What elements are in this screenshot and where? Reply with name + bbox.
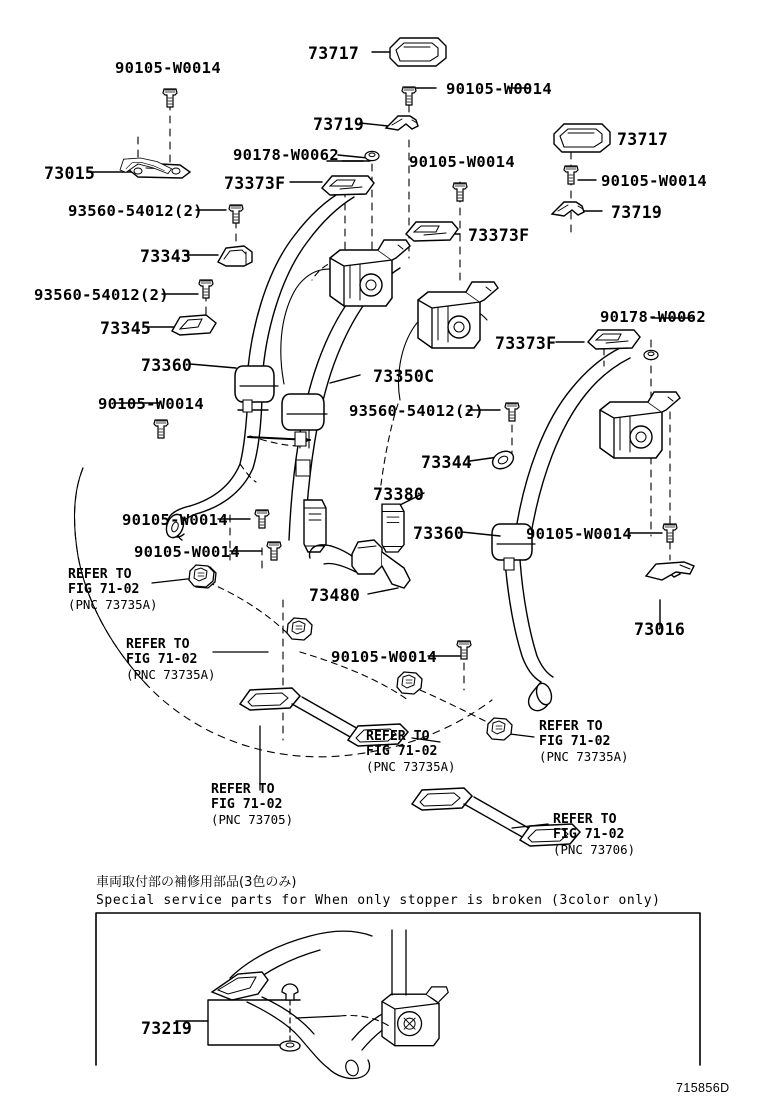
refer-pnc: (PNC 73735A)	[126, 666, 216, 682]
refer-pnc: (PNC 73735A)	[539, 748, 629, 764]
refer-pnc: (PNC 73705)	[211, 811, 294, 827]
part-label-73016: 73016	[634, 620, 686, 639]
refer-line2: FIG 71-02	[211, 796, 283, 812]
part-label-93560-54012-2: 93560-54012(2)	[68, 202, 203, 220]
part-label-73373f: 73373F	[224, 174, 286, 193]
part-label-73717: 73717	[308, 44, 360, 63]
part-label-90105-w0014: 90105-W0014	[122, 511, 228, 529]
part-label-73480: 73480	[309, 586, 361, 605]
refer-line1: REFER TO	[126, 637, 190, 652]
part-label-73719: 73719	[313, 115, 365, 134]
refer-line1: REFER TO	[366, 729, 430, 744]
refer-to-block	[211, 783, 293, 826]
part-label-73373f: 73373F	[495, 334, 557, 353]
refer-line2: FIG 71-02	[553, 826, 625, 842]
part-label-93560-54012-2: 93560-54012(2)	[34, 286, 169, 304]
part-label-90105-w0014: 90105-W0014	[601, 172, 707, 190]
part-label-73343: 73343	[140, 247, 192, 266]
part-label-90178-w0062: 90178-W0062	[233, 146, 339, 164]
part-label-90105-w0014: 90105-W0014	[134, 543, 240, 561]
refer-pnc: (PNC 73735A)	[366, 758, 456, 774]
part-label-73360: 73360	[141, 356, 193, 375]
refer-line2: FIG 71-02	[539, 733, 611, 749]
part-label-73015: 73015	[44, 164, 96, 183]
part-label-90105-w0014: 90105-W0014	[409, 153, 515, 171]
refer-to-block	[366, 730, 456, 773]
refer-line1: REFER TO	[539, 719, 603, 734]
part-label-73344: 73344	[421, 453, 473, 472]
part-label-73350c: 73350C	[373, 367, 435, 386]
refer-line1: REFER TO	[211, 782, 275, 797]
refer-line1: REFER TO	[553, 812, 617, 827]
refer-pnc: (PNC 73735A)	[68, 596, 158, 612]
note-english: Special service parts for When only stopper is broken (3color only)	[96, 893, 661, 908]
part-label-73717: 73717	[617, 130, 669, 149]
refer-line2: FIG 71-02	[366, 743, 438, 759]
part-label-90105-w0014: 90105-W0014	[331, 648, 437, 666]
refer-to-block	[68, 568, 158, 611]
part-label-73345: 73345	[100, 319, 152, 338]
part-label-73219: 73219	[141, 1019, 193, 1038]
part-label-73373f: 73373F	[468, 226, 530, 245]
part-label-90105-w0014: 90105-W0014	[526, 525, 632, 543]
figure-code: 715856D	[676, 1081, 730, 1095]
part-label-73360: 73360	[413, 524, 465, 543]
part-label-90105-w0014: 90105-W0014	[98, 395, 204, 413]
note-japanese: 車両取付部の補修用部品(3色のみ)	[96, 875, 297, 890]
refer-pnc: (PNC 73706)	[553, 841, 636, 857]
refer-to-block	[126, 638, 216, 681]
part-label-73380: 73380	[373, 485, 425, 504]
refer-line2: FIG 71-02	[68, 581, 140, 597]
part-label-93560-54012-2: 93560-54012(2)	[349, 402, 484, 420]
part-label-73719: 73719	[611, 203, 663, 222]
part-label-90105-w0014: 90105-W0014	[115, 59, 221, 77]
refer-to-block	[553, 813, 635, 856]
part-label-90178-w0062: 90178-W0062	[600, 308, 706, 326]
refer-to-block	[539, 720, 629, 763]
refer-line1: REFER TO	[68, 567, 132, 582]
part-label-90105-w0014: 90105-W0014	[446, 80, 552, 98]
refer-line2: FIG 71-02	[126, 651, 198, 667]
